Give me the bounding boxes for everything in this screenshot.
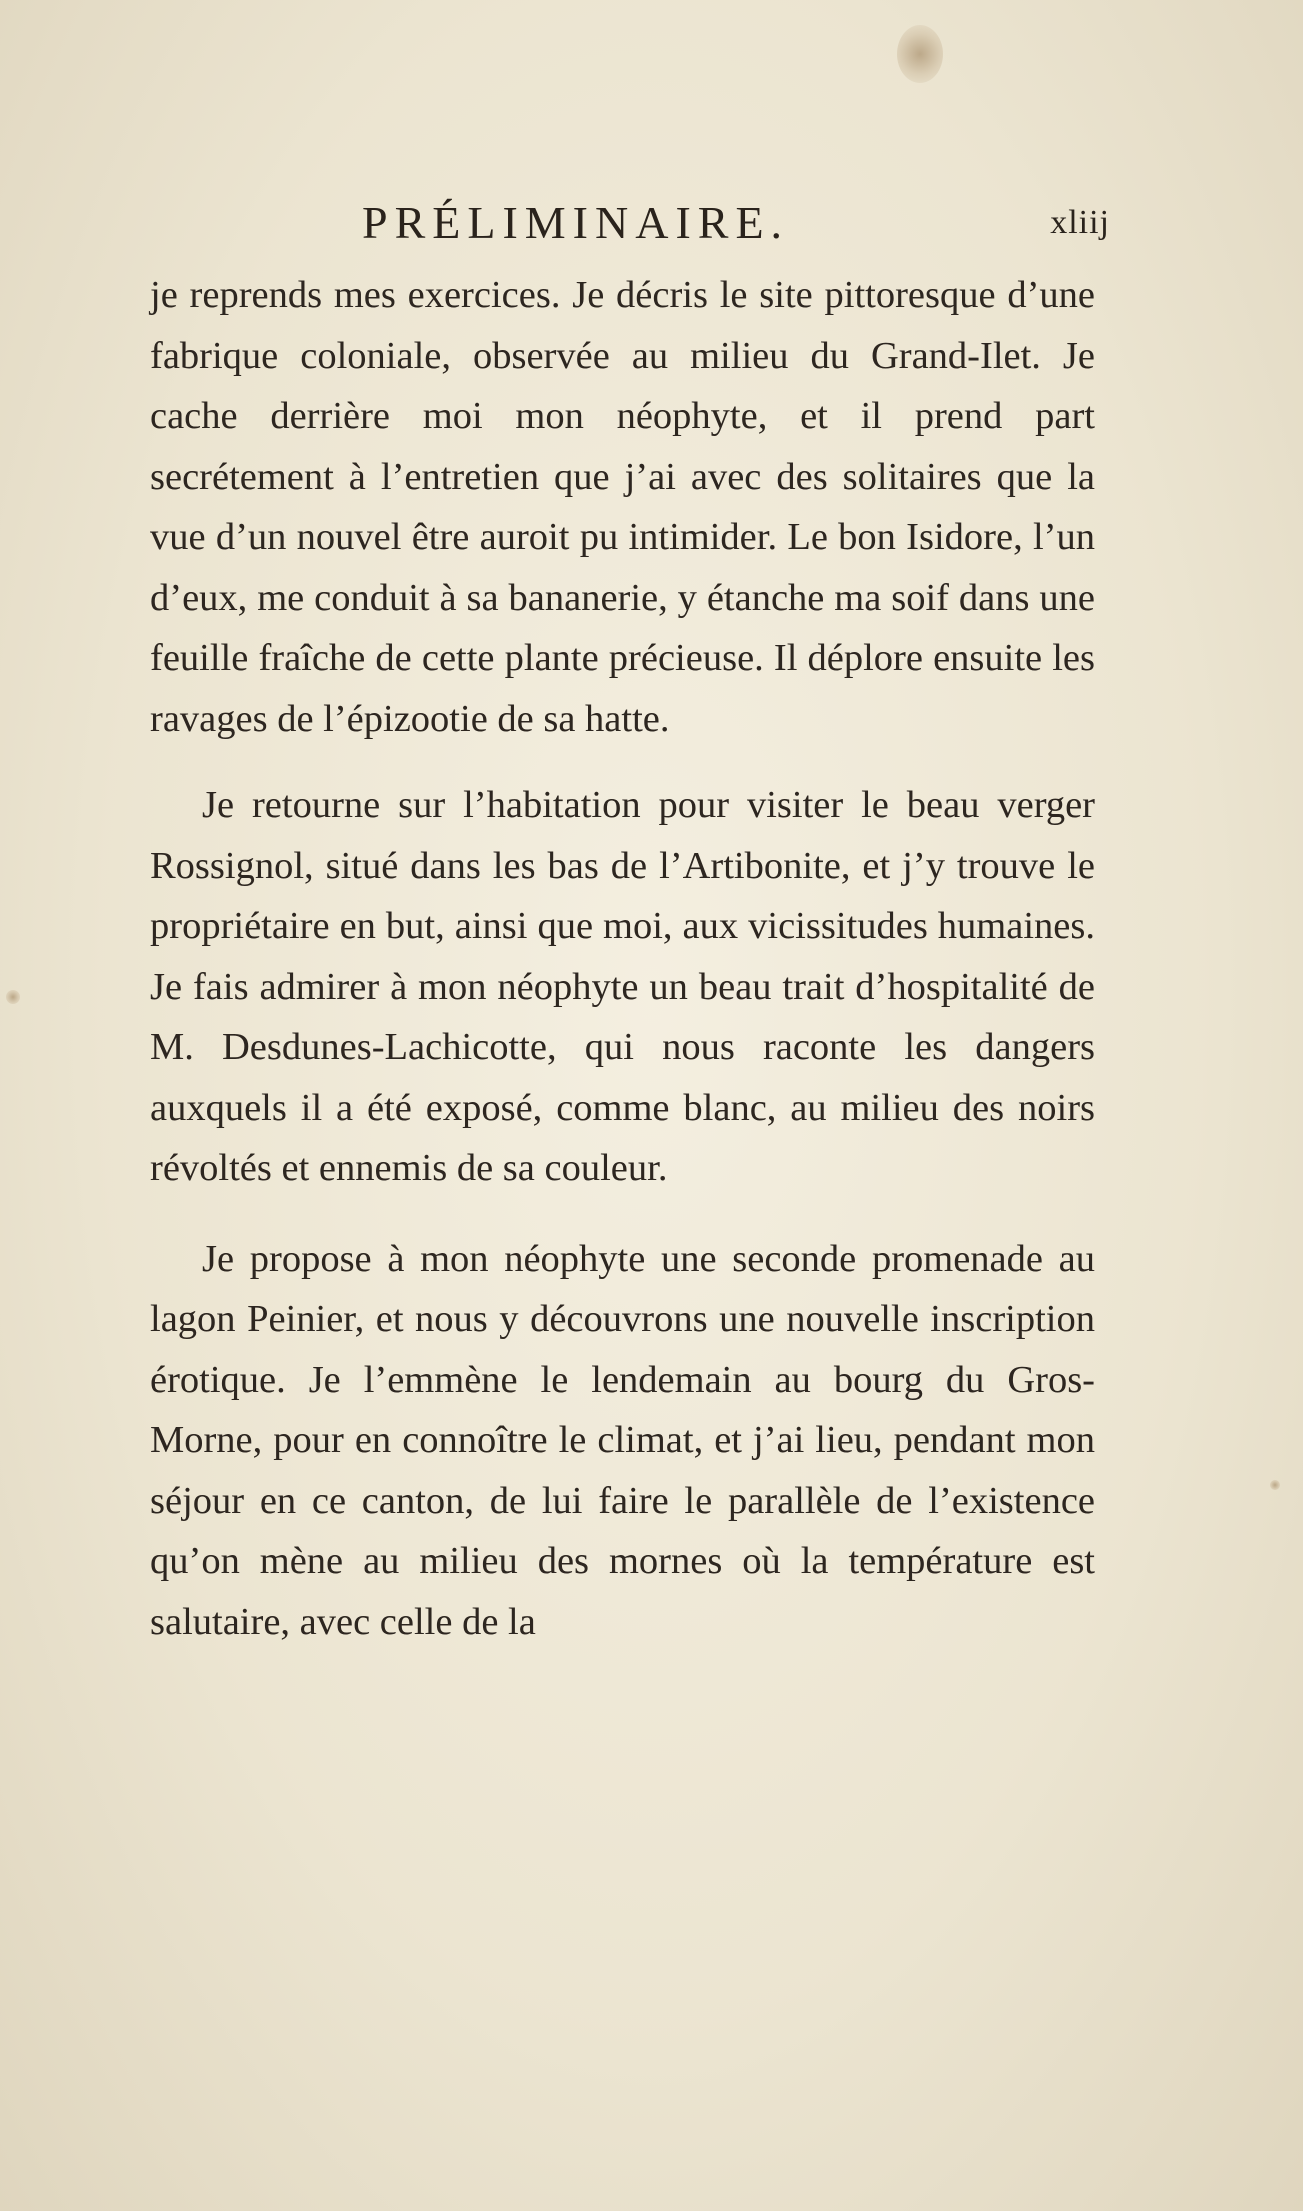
ink-stain-top [897,25,943,83]
running-head: PRÉLIMINAIRE. [362,197,790,248]
paragraph-3: Je propose à mon néophyte une seconde promenade au lagon Peinier, et nous y découvrons une nouvelle inscription érotique. Je l’emmène le lendemain au bourg du Gros-Morne, pour en connoître le climat, et j’ai lieu, pendant mon séjour en ce canton, de lui faire le parallèle de l’existence qu’on mène au milieu des mornes où la température est salutaire, avec celle de la [150,1237,1095,1643]
paragraph-2: Je retourne sur l’habitation pour visiter le beau verger Rossignol, situé dans les bas de l’Artibonite, et j’y trouve le propriétaire en but, ainsi que moi, aux vicissitudes humaines. Je fais admirer à mon néophyte un beau trait d’hospitalité de M. Desdunes-Lachicotte, qui nous raconte les dangers auxquels il a été exposé, comme blanc, au milieu des noirs révoltés et ennemis de sa couleur. [150,784,1095,1189]
ink-speck-left [6,990,20,1004]
body-text [150,265,1095,1652]
page-header [150,196,1110,256]
ink-speck-right [1270,1480,1280,1490]
paragraph-1: je reprends mes exercices. Je décris le site pittoresque d’une fabrique coloniale, observée au milieu du Grand-Ilet. Je cache derrière moi mon néophyte, et il prend part secrétement à l’entretien que j’ai avec des solitaires que la vue d’un nouvel être auroit pu intimider. Le bon Isidore, l’un d’eux, me conduit à sa bananerie, y étanche ma soif dans une feuille fraîche de cette plante précieuse. Il déplore ensuite les ravages de l’épizootie de sa hatte. [150,274,1095,740]
page-number: xliij [1050,204,1110,241]
